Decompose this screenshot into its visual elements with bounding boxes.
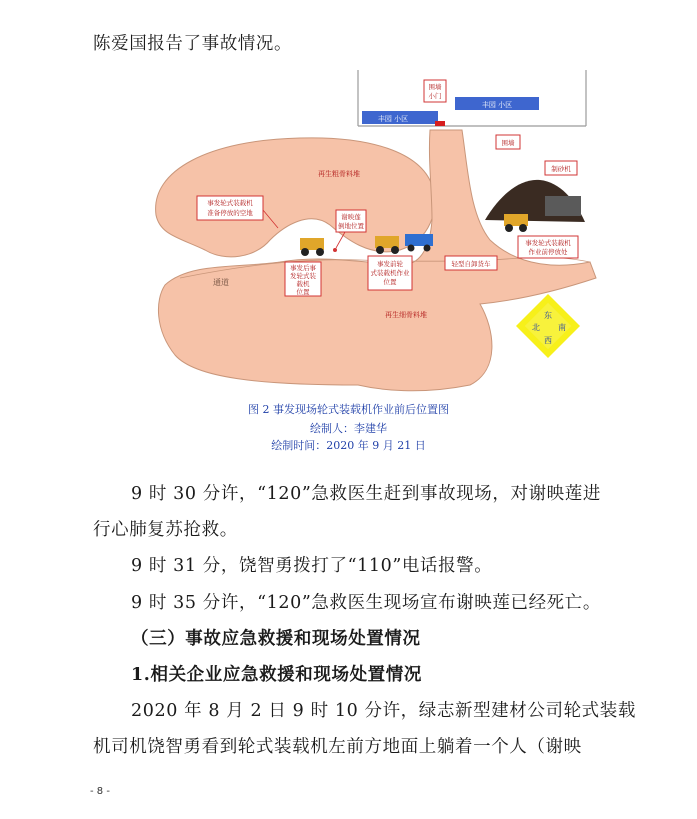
paragraph-4-line1: 2020 年 8 月 2 日 9 时 10 分许，绿志新型建材公司轮式装载 <box>131 701 636 721</box>
gate-marker <box>435 121 445 126</box>
wall-label: 围墙 <box>501 139 515 147</box>
loader-parked-label-line1: 事发轮式装载机 <box>207 199 253 207</box>
compass-rose <box>516 294 580 358</box>
victim-label-line2: 倒地位置 <box>338 222 364 230</box>
figure-caption-title: 图 2 事发现场轮式装载机作业前后位置图 <box>248 403 449 416</box>
loader-parked-label-line2: 准备停放的空地 <box>207 209 253 217</box>
loader-work-line1: 事发轮式装载机 <box>525 239 571 247</box>
pile-bottom-label: 再生细骨料堆 <box>385 311 427 319</box>
leader-line-victim <box>336 232 345 248</box>
paragraph-1-line1: 9 时 30 分许，“120”急救医生赶到事故现场，对谢映莲进 <box>131 484 601 504</box>
paragraph-2: 9 时 31 分，饶智勇拨打了“110”电话报警。 <box>131 556 493 576</box>
loader-work-icon <box>504 214 528 232</box>
loader-before-line2: 式装载机作业 <box>370 269 410 277</box>
community-right-label: 丰园 小区 <box>481 101 513 109</box>
compass-east: 东 <box>544 311 552 320</box>
sand-machine <box>545 196 581 216</box>
truck-icon <box>405 234 433 252</box>
gate-label-line2: 小门 <box>428 92 442 100</box>
community-left-label: 丰园 小区 <box>377 115 409 123</box>
section-heading-1: 1.相关企业应急救援和现场处置情况 <box>131 665 422 685</box>
victim-label-line1: 谢映莲 <box>341 213 361 221</box>
paragraph-top-line: 陈爱国报告了事故情况。 <box>93 34 293 54</box>
paragraph-3: 9 时 35 分许，“120”急救医生现场宣布谢映莲已经死亡。 <box>131 593 601 613</box>
compass-south: 南 <box>558 323 566 332</box>
pile-top-label: 再生粗骨料堆 <box>318 170 360 178</box>
loader-after-line2: 发轮式装 <box>290 272 316 280</box>
sand-machine-label: 制砂机 <box>551 165 571 173</box>
figure-caption-time: 绘制时间：2020 年 9 月 21 日 <box>271 439 426 452</box>
compass-west: 西 <box>544 336 552 345</box>
compass-north: 北 <box>532 323 540 332</box>
gate-label-line1: 围墙 <box>428 83 442 91</box>
section-heading-3: （三）事故应急救援和现场处置情况 <box>131 629 421 649</box>
road-label: 通道 <box>213 278 229 287</box>
site-layout-diagram <box>0 0 697 400</box>
truck-label: 轻型自卸货车 <box>451 260 491 268</box>
loader-after-line3: 载机 <box>296 280 310 288</box>
loader-after-icon <box>300 238 324 256</box>
paragraph-4-line2: 机司机饶智勇看到轮式装载机左前方地面上躺着一个人（谢映 <box>93 737 582 757</box>
paragraph-1-line2: 行心肺复苏抢救。 <box>93 520 238 540</box>
page-number: - 8 - <box>90 786 110 797</box>
loader-work-line2: 作业前停放处 <box>528 248 568 256</box>
loader-after-line1: 事发后事 <box>290 264 316 272</box>
loader-before-line3: 位置 <box>383 278 397 286</box>
loader-after-line4: 位置 <box>296 288 310 296</box>
loader-before-line1: 事发前轮 <box>377 260 403 268</box>
victim-marker <box>333 248 337 252</box>
figure-caption-author: 绘制人：李建华 <box>310 422 387 435</box>
